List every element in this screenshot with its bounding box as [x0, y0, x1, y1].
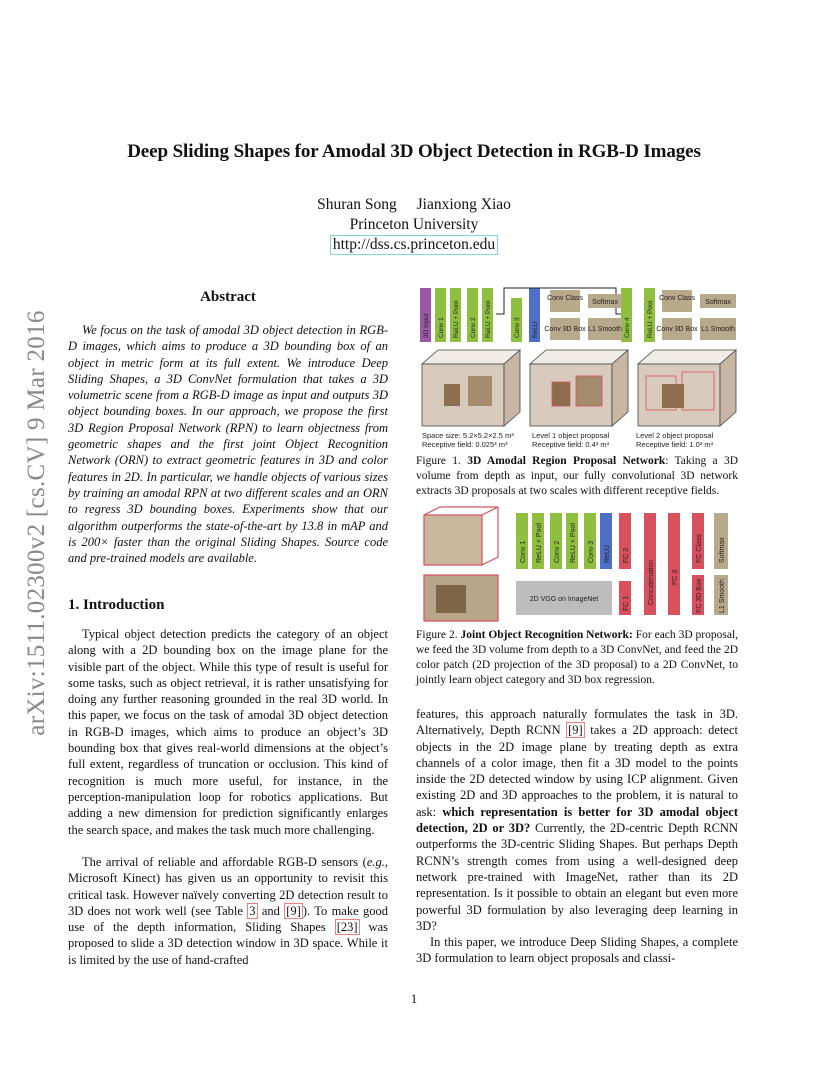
head-label: L1 Smooth — [588, 326, 622, 333]
head-label: Softmax — [705, 299, 731, 306]
author-names — [0, 195, 828, 215]
caption-title: Joint Object Recognition Network: — [460, 629, 633, 641]
citation-link[interactable]: [23] — [336, 920, 358, 935]
figure-label: Space size: 5.2×5.2×2.5 m³ — [422, 431, 514, 440]
citation-link[interactable]: [9] — [568, 723, 583, 738]
text-run: e.g. — [366, 855, 385, 869]
layer-label: Conv 4 — [624, 317, 631, 338]
figure-1 — [416, 284, 738, 454]
table-ref-link[interactable]: 3 — [249, 903, 256, 918]
figure-1-caption — [416, 454, 738, 499]
layer-label: L1 Smooth — [719, 579, 726, 613]
text-run: The arrival of reliable and affordable RGB-D sensors ( — [82, 855, 367, 869]
layer-label: FC 3 — [672, 569, 679, 585]
caption-text: For each 3D proposal, we feed the 3D volume from depth to a 3D ConvNet, and feed the 2D color patch (2D projection of the 3D proposal) to a 2D ConvNet, to jointly learn object category and 3D box regression. — [416, 629, 739, 686]
layer-label: ReLU + Pool — [647, 300, 654, 338]
head-label: Conv Class — [659, 295, 695, 302]
citation-link[interactable]: [9] — [286, 903, 301, 918]
vgg-label: 2D VGG on ImageNet — [529, 596, 599, 603]
head-label: Conv Class — [547, 295, 583, 302]
layer-fc-3 — [668, 513, 680, 615]
intro-paragraph: Typical object detection predicts the category of an object along with a 2D bounding box on the image plane for the visible part of the object. While this type of result is useful for some tasks, such as object retrieval, it is rather unsatisfying for doing any further reasoning grounded in the real 3D world. In this paper, we focus on the task of amodal 3D object detection in RGB-D images, which aims to produce an object’s 3D bounding box that gives real-world dimensions at the object’s full extent, regardless of truncation or occlusion. This kind of recognition is much more useful, for instance, in the perception-manipulation loop for robotics applications. But adding a new dimension for prediction significantly enlarges the search space, and makes the task much more challenging. — [68, 627, 388, 837]
layer-label: Conv 2 — [470, 317, 477, 338]
abstract-text: We focus on the task of amodal 3D object detection in RGB-D images, which aims to produce a 3D bounding box of an object in metric form at its full extent. We introduce Deep Sliding Shapes, a 3D ConvNet formulation that takes a 3D volumetric scene from a RGB-D image as input and outputs 3D object bounding boxes. In our approach, we propose the first 3D Region Proposal Network (RPN) to learn objectness from geometric shapes and the first joint Object Recognition Network (ORN) to extract geometric features in 3D and color features in 2D. In particular, we handle objects of various sizes by training an amodal RPN at two different scales and an ORN to regress 3D bounding boxes. Experiments show that our algorithm outperforms the state-of-the-art by 13.8 in mAP and is 200× faster than the original Sliding Shapes. Source code and pre-trained models are available. — [68, 323, 388, 566]
layer-label: FC Class — [696, 534, 703, 563]
layer-label: Conv 3 — [588, 540, 595, 563]
volume-level-1 — [530, 350, 628, 426]
layer-label: ReLU + Pool — [536, 523, 543, 563]
layer-label: Conv 1 — [438, 317, 445, 338]
layer-label: Conv 3 — [514, 317, 521, 338]
arxiv-sidebar — [19, 293, 55, 753]
layer-label: ReLU — [532, 321, 539, 338]
head-label: Conv 3D Box — [544, 326, 586, 333]
text-run: features, this approach naturally formulates the task in 3D. Alternatively, Depth RCNN — [416, 707, 738, 738]
figure-label: Receptive field: 0.4³ m³ — [532, 440, 610, 449]
text-run: takes a 2D approach: detect objects in the 2D image plane by treating depth as extra channels of a color image, then fit a 3D model to the points inside the 2D detected window by using ICP alignment. Given existing 2D and 3D approaches to the problem, it is natural to ask: — [416, 723, 738, 819]
caption-text: : Taking a 3D volume from depth as input, our fully convolutional 3D network extracts 3D proposals at two scales with different receptive fields. — [416, 455, 738, 497]
figure-label: Level 2 object proposal — [636, 431, 714, 440]
author-block — [0, 195, 828, 255]
text-run: was proposed to slide a 3D detection window in 3D space. While it is limited by the use of hand-crafted — [68, 920, 388, 967]
layer-label: ReLU + Pool — [570, 523, 577, 563]
arxiv-id: arXiv:1511.02300v2 [cs.CV] 9 Mar 2016 — [23, 310, 50, 736]
volume-input — [422, 350, 520, 426]
layer-label: Conv 2 — [554, 540, 561, 563]
figure-label: Receptive field: 1.0³ m³ — [636, 440, 714, 449]
layer-label: Softmax — [719, 537, 726, 563]
layer-label: ReLU + Pool — [485, 300, 492, 338]
author-name: Jianxiong Xiao — [416, 196, 511, 213]
layer-label: FC 1 — [623, 595, 630, 611]
abstract-heading: Abstract — [200, 289, 256, 305]
figure-2-caption — [416, 628, 738, 688]
figure-label: Receptive field: 0.025³ m³ — [422, 440, 508, 449]
layer-label: FC 2 — [623, 547, 630, 563]
page-number: 1 — [410, 991, 418, 1006]
volume-level-2 — [638, 350, 736, 426]
color-patch — [424, 575, 498, 621]
author-name: Shuran Song — [317, 196, 397, 213]
layer-label: ReLU — [604, 545, 611, 563]
head-label: Conv 3D Box — [656, 326, 698, 333]
head-label: L1 Smooth — [701, 326, 735, 333]
layer-label: ReLU + Pool — [453, 300, 460, 338]
intro-paragraph — [416, 706, 738, 934]
intro-paragraph — [68, 854, 388, 968]
layer-label: 3D Input — [423, 313, 430, 338]
intro-paragraph: In this paper, we introduce Deep Sliding Shapes, a complete 3D formulation to learn object proposals and classi- — [416, 935, 738, 966]
volume-crop — [424, 507, 498, 565]
head-label: Softmax — [592, 299, 618, 306]
section-heading: 1. Introduction — [68, 597, 165, 613]
text-run: ). To make good use of the depth information, Sliding Shapes — [68, 903, 388, 935]
text-run: Currently, the 2D-centric Depth RCNN outperforms the 3D-centric Sliding Shapes. But perhaps Depth RCNN’s strength comes from using a well-designed deep network pre-trained with ImageNet, rather than its 2D representation. Is it possible to obtain an elegant but even more powerful 3D formulation by also leveraging deep learning in 3D? — [416, 821, 738, 933]
text-run-bold: which representation is better for 3D amodal object detection, 2D or 3D? — [416, 804, 739, 836]
layer-label: Conv 1 — [520, 540, 527, 563]
caption-title: 3D Amodal Region Proposal Network — [467, 455, 666, 467]
figure-label: Level 1 object proposal — [532, 431, 610, 440]
layer-label: Concatenation — [648, 559, 655, 605]
affiliation: Princeton University — [349, 216, 479, 233]
project-url-link[interactable]: http://dss.cs.princeton.edu — [330, 235, 498, 255]
caption-label: Figure 1. — [416, 455, 461, 467]
text-run: , Microsoft Kinect) has given us an opportunity to revisit this critical task. However naïvely converting 2D detection result to 3D does not work well (see Table — [68, 855, 388, 918]
text-run: and — [257, 903, 285, 918]
paper-title: Deep Sliding Shapes for Amodal 3D Object Detection in RGB-D Images — [127, 141, 701, 162]
layer-label: FC 3D Box — [696, 578, 703, 613]
figure-2-diagram — [416, 505, 738, 625]
caption-label: Figure 2. — [416, 629, 458, 641]
figure-1-diagram — [416, 284, 738, 454]
figure-2 — [416, 505, 738, 625]
